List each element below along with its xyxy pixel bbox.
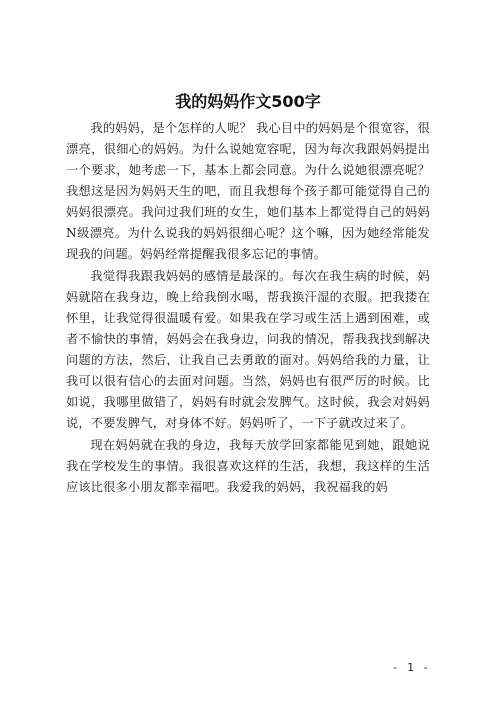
paragraph: 现在妈妈就在我的身边，我每天放学回家都能见到她，跟她说我在学校发生的事情。我很喜欢这样的生活，我想，我这样的生活应该比很多小朋友都幸福吧。我爱我的妈妈，我祝福我的妈 — [66, 438, 430, 494]
page-number: - 1 - — [391, 661, 430, 674]
document-body — [66, 118, 430, 499]
document-title: 我的妈妈作文500字 — [175, 92, 321, 111]
paragraph: 我觉得我跟我妈妈的感情是最深的。每次在我生病的时候，妈妈就陪在我身边，晚上给我倒水喝，帮我换汗湿的衣服。把我搂在怀里，让我觉得很温暖有爱。如果我在学习或生活上遇到困难，或者不愉快的事情，妈妈会在我身边，问我的情况，帮我我找到解决问题的方法，然后，让我自己去勇敢的面对。妈妈给我的力量，让我可以很有信心的去面对问题。当然，妈妈也有很严厉的时候。比如说，我哪里做错了，妈妈有时就会发脾气。这时候，我会对妈妈说，不要发脾气，对身体不好。妈妈听了，一下子就改过来了。 — [66, 269, 430, 430]
paragraph: 我的妈妈，是个怎样的人呢？ 我心目中的妈妈是个很宽容，很漂亮，很细心的妈妈。为什么说她宽容呢，因为每次我跟妈妈提出一个要求，她考虑一下，基本上都会同意。为什么说她很漂亮呢？ 我想这是因为妈妈天生的吧，而且我想每个孩子都可能觉得自己的妈妈很漂亮。我问过我们班的女生，她们基本上都觉得自己的妈妈N级漂亮。为什么说我的妈妈很细心呢？这个嘛，因为她经常能发现我的问题。妈妈经常提醒我很多忘记的事情。 — [66, 121, 430, 261]
